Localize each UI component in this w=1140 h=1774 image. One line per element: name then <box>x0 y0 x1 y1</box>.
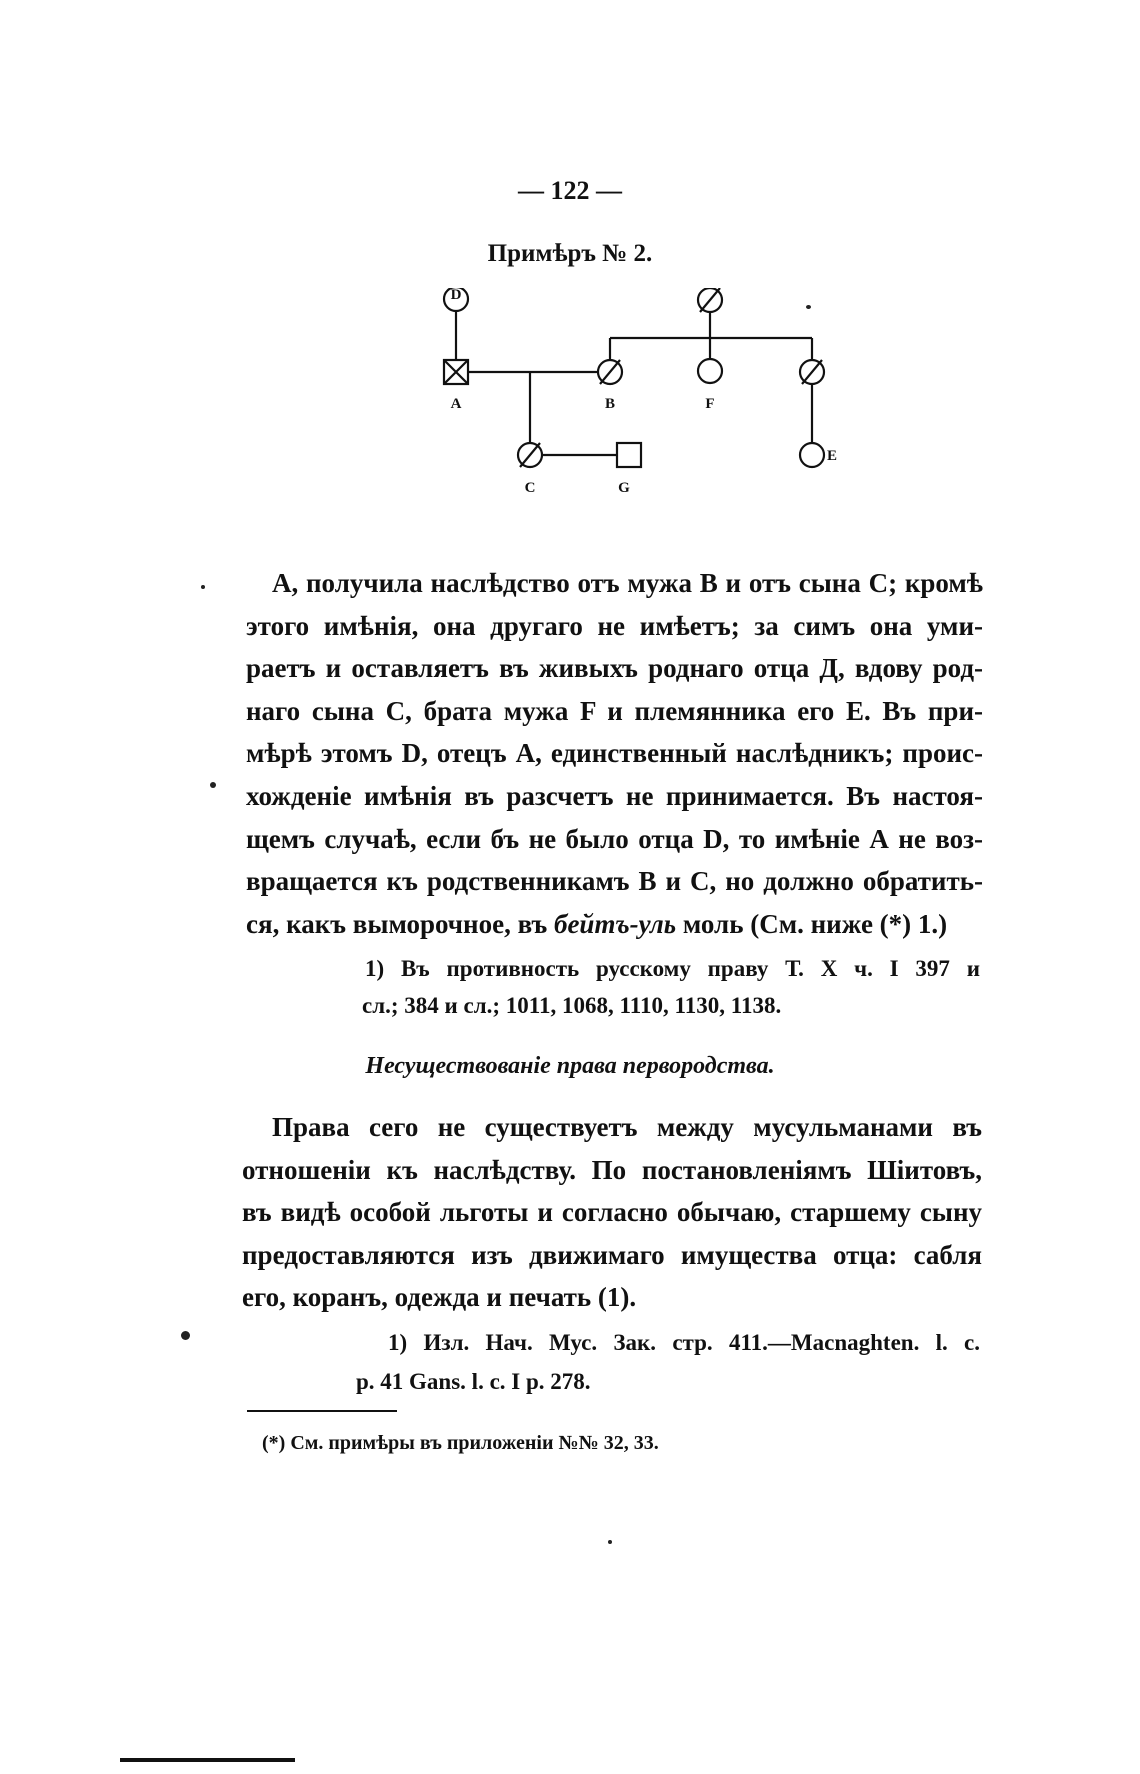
footnote-1 <box>365 950 980 987</box>
paragraph1-line: раетъ и оставляетъ въ живыхъ роднаго отца Д, вдову род- <box>246 653 983 684</box>
label-b: B <box>604 396 616 412</box>
paragraph1-line: щемъ случаѣ, если бъ не было отца D, то имѣніе А не воз- <box>246 823 983 854</box>
footnote2-line: р. 41 Gans. l. c. I p. 278. <box>356 1369 591 1394</box>
paragraph2-line: Права сего не существуетъ между мусульманами въ <box>272 1112 982 1142</box>
paragraph1-last-line <box>246 903 983 946</box>
section-heading: Несуществованіе права первородства. <box>365 1053 775 1079</box>
footnote1-line: сл.; 384 и сл.; 1011, 1068, 1110, 1130, 1138. <box>362 993 782 1018</box>
paragraph1-line: этого имѣнія, она другаго не имѣетъ; за симъ она уми- <box>246 610 983 641</box>
person-g-symbol <box>617 443 641 467</box>
paragraph2-line: предоставляются изъ движимаго имущества отца: сабля <box>242 1239 982 1270</box>
stray-mark <box>210 782 216 788</box>
label-e: E <box>826 448 838 464</box>
footnote-2-cont <box>356 1363 756 1400</box>
label-f: F <box>705 396 715 412</box>
person-f-symbol <box>698 359 722 383</box>
paragraph-primogeniture <box>242 1106 982 1319</box>
label-g: G <box>618 480 630 496</box>
footnote2-line: 1) Изл. Нач. Мус. Зак. стр. 411.—Macnaghten. l. c. <box>388 1330 980 1355</box>
paragraph1-last-italic: бейтъ-уль <box>553 908 677 939</box>
footnote-separator <box>247 1410 397 1412</box>
footnote1-line: 1) Въ противность русскому праву Т. X ч. I 397 и <box>365 956 980 981</box>
example-title: Примѣръ № 2. <box>487 240 653 267</box>
paragraph2-line: отношеніи къ наслѣдству. По постановленіямъ Шіитовъ, <box>242 1154 982 1185</box>
page-number: — 122 — <box>518 176 622 205</box>
paragraph1-line: хожденіе имѣнія въ разсчетъ не принимается. Въ настоя- <box>246 780 983 811</box>
paragraph1-line: А, получила наслѣдство отъ мужа В и отъ сына С; кромѣ <box>272 568 983 598</box>
paragraph1-line: мѣрѣ этомъ D, отецъ А, единственный наслѣдникъ; проис- <box>246 738 983 769</box>
label-a: A <box>450 396 462 412</box>
paragraph1-last-before: ся, какъ выморочное, въ <box>246 908 554 939</box>
label-d: D <box>450 288 462 303</box>
stray-mark <box>181 1331 190 1340</box>
footnote-1-cont <box>362 987 882 1024</box>
person-e-symbol <box>800 443 824 467</box>
paragraph2-line: въ видѣ особой льготы и согласно обычаю, старшему сыну <box>242 1197 982 1228</box>
label-c: C <box>524 480 536 496</box>
stray-mark <box>201 585 205 589</box>
paragraph-inheritance-example <box>246 562 983 945</box>
paragraph1-line: вращается къ родственникамъ В и С, но должно обратить- <box>246 866 983 897</box>
stray-mark <box>806 305 811 309</box>
paragraph1-last-after: моль (См. ниже (*) 1.) <box>676 908 948 939</box>
stray-mark <box>608 1540 612 1544</box>
paragraph2-line: его, коранъ, одежда и печать (1). <box>242 1282 637 1313</box>
bottom-note: (*) См. примѣры въ приложеніи №№ 32, 33. <box>262 1432 659 1454</box>
genealogy-diagram <box>420 288 880 558</box>
paragraph1-line: наго сына С, брата мужа F и племянника его E. Въ при- <box>246 695 983 726</box>
footnote-2 <box>388 1324 980 1361</box>
scan-edge-mark <box>120 1758 295 1762</box>
